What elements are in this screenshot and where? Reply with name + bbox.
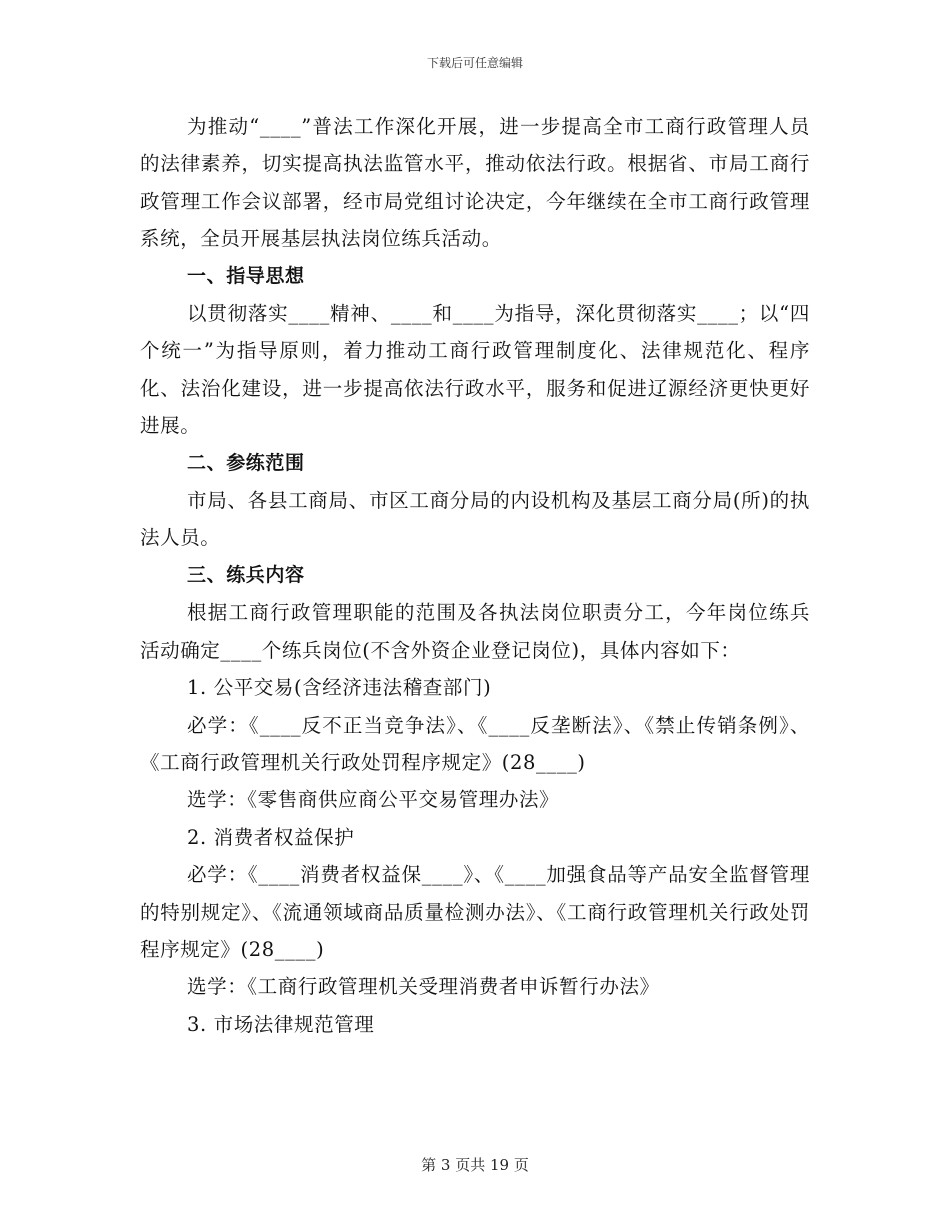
fair-trade-required-reading: 必学：《____反不正当竞争法》、《____反垄断法》、《禁止传销条例》、《工商行政管理机关行政处罚程序规定》(28____) bbox=[140, 713, 810, 774]
scope-paragraph: 市局、各县工商局、市区工商分局的内设机构及基层工商分局(所)的执法人员。 bbox=[140, 489, 810, 550]
intro-paragraph: 为推动“____”普法工作深化开展，进一步提高全市工商行政管理人员的法律素养，切实提高执法监管水平，推动依法行政。根据省、市局工商行政管理工作会议部署，经市局党组讨论决定，今年继续在全市工商行政管理系统，全员开展基层执法岗位练兵活动。 bbox=[140, 115, 810, 251]
list-item-market-regulation: 3. 市场法律规范管理 bbox=[187, 1012, 375, 1036]
document-body bbox=[140, 108, 810, 1043]
fair-trade-optional-reading: 选学：《零售商供应商公平交易管理办法》 bbox=[187, 788, 560, 812]
page-header: 下载后可任意编辑 bbox=[426, 56, 523, 70]
consumer-rights-required-reading: 必学：《____消费者权益保____》、《____加强食品等产品安全监督管理的特别规定》、《流通领域商品质量检测办法》、《工商行政管理机关行政处罚程序规定》(28____) bbox=[140, 863, 810, 961]
page-footer: 第 3 页共 19 页 bbox=[421, 1156, 529, 1174]
content-paragraph: 根据工商行政管理职能的范围及各执法岗位职责分工，今年岗位练兵活动确定____个练兵岗位(不含外资企业登记岗位)，具体内容如下： bbox=[140, 601, 810, 662]
list-item-consumer-rights: 2. 消费者权益保护 bbox=[187, 825, 355, 849]
guiding-ideology-paragraph: 以贯彻落实____精神、____和____为指导，深化贯彻落实____；以“四个统一”为指导原则，着力推动工商行政管理制度化、法律规范化、程序化、法治化建设，进一步提高依法行政水平，服务和促进辽源经济更快更好进展。 bbox=[140, 302, 810, 438]
section-heading-guiding-ideology: 一、指导思想 bbox=[187, 264, 305, 287]
section-heading-scope: 二、参练范围 bbox=[187, 451, 305, 474]
section-heading-content: 三、练兵内容 bbox=[187, 563, 305, 586]
list-item-fair-trade: 1. 公平交易(含经济违法稽查部门) bbox=[187, 676, 492, 700]
consumer-rights-optional-reading: 选学：《工商行政管理机关受理消费者申诉暂行办法》 bbox=[187, 975, 660, 999]
